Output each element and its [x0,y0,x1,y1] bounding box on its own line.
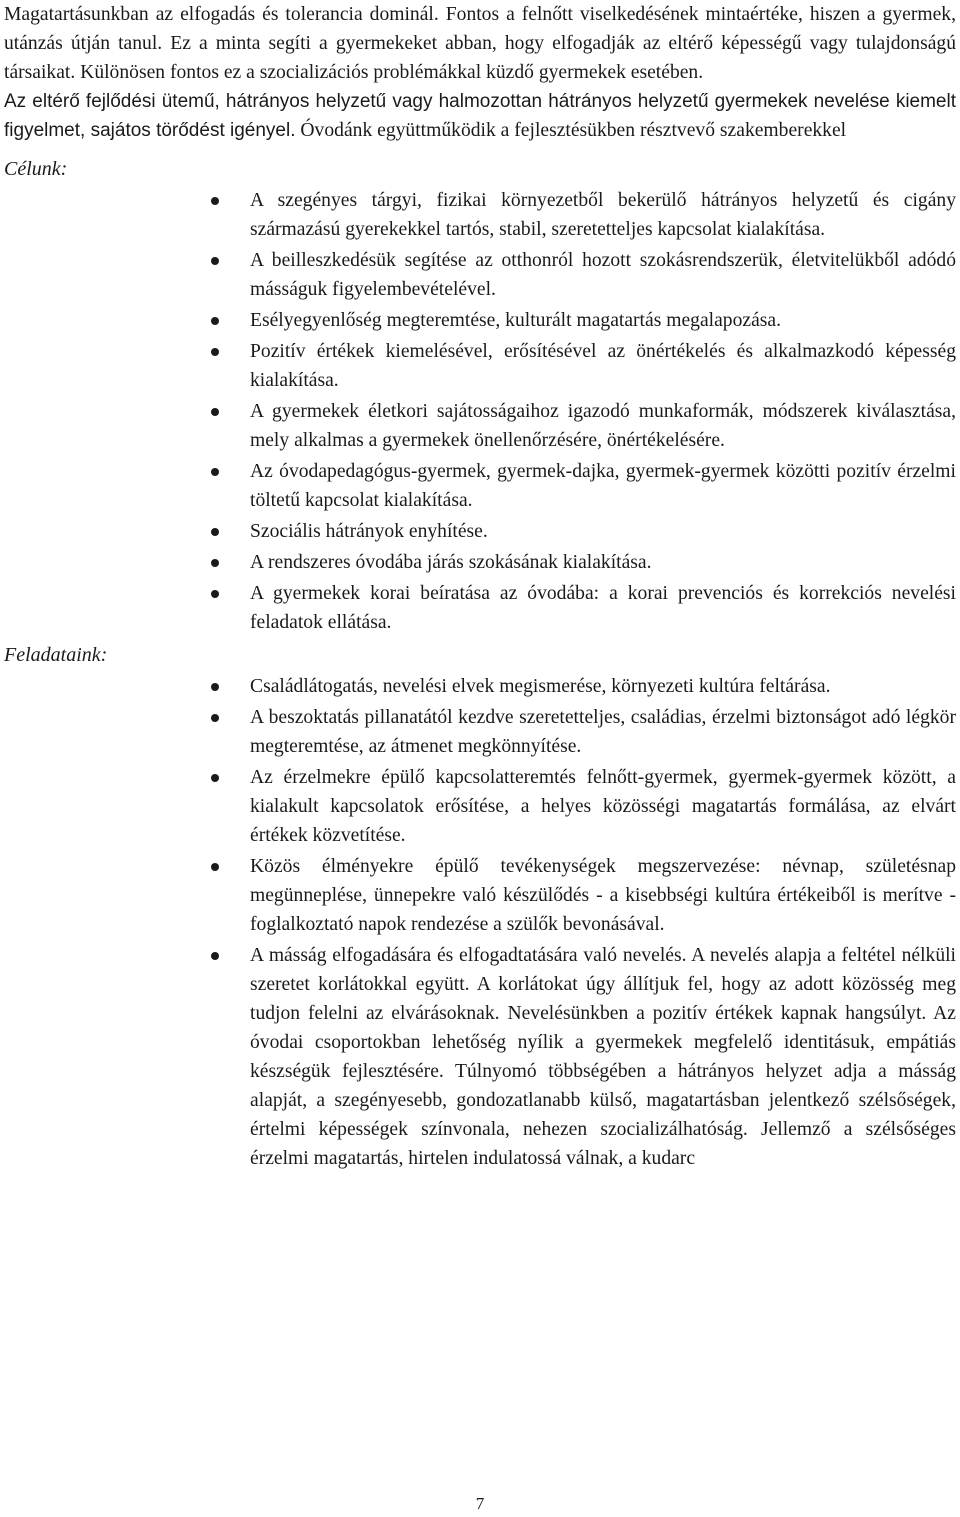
list-item: Családlátogatás, nevelési elvek megismerése, környezeti kultúra feltárása. [4,672,956,701]
feladataink-list [4,672,956,1173]
document-page [4,0,956,1175]
list-item: A rendszeres óvodába járás szokásának kialakítása. [4,548,956,577]
list-item: A gyermekek korai beíratása az óvodába: a korai prevenciós és korrekciós nevelési feladatok ellátása. [4,579,956,637]
intro-paragraph-2-main: Az eltérő fejlődési ütemű, hátrányos helyzetű vagy halmozottan hátrányos helyzetű gyermekek nevelése kiemelt figyelmet, sajátos törődést igényel. [4,91,956,141]
list-item: A szegényes tárgyi, fizikai környezetből bekerülő hátrányos helyzetű és cigány származású gyerekekkel tartós, stabil, szeretetteljes kapcsolat kialakítása. [4,186,956,244]
list-item: Pozitív értékek kiemelésével, erősítésével az önértékelés és alkalmazkodó képesség kialakítása. [4,337,956,395]
celunk-list [4,186,956,637]
intro-paragraph-1: Magatartásunkban az elfogadás és tolerancia dominál. Fontos a felnőtt viselkedésének mintaértéke, hiszen a gyermek, utánzás útján tanul. Ez a minta segíti a gyermekeket abban, hogy elfogadják az eltérő képességű vagy tulajdonságú társaikat. Különösen fontos ez a szocializációs problémákkal küzdő gyermekek esetében. [4,4,956,83]
list-item: Az óvodapedagógus-gyermek, gyermek-dajka, gyermek-gyermek közötti pozitív érzelmi töltetű kapcsolat kialakítása. [4,457,956,515]
list-item: A beilleszkedésük segítése az otthonról hozott szokásrendszerük, életvitelükből adódó másságuk figyelembevételével. [4,246,956,304]
celunk-heading: Célunk: [4,158,68,180]
list-item: A másság elfogadására és elfogadtatására való nevelés. A nevelés alapja a feltétel nélküli szeretet korlátokkal együtt. A korlátokat úgy állítjuk fel, hogy az adott közösség meg tudjon felelni az elvárásoknak. Nevelésünkben a pozitív értékek kapnak hangsúlyt. Az óvodai csoportokban lehetőség nyílik a gyermekek megfelelő identitásuk, empátiás készségük fejlesztésére. Túlnyomó többségében a hátrányos helyzet adja a másság alapját, a szegényesebb, gondozatlanabb külső, magatartásban jelentkező szélsőségek, értelmi képességek színvonala, nehezen szocializálhatóság. Jellemző a szélsőséges érzelmi magatartás, hirtelen indulatossá válnak, a kudarc [4,941,956,1173]
list-item: Az érzelmekre épülő kapcsolatteremtés felnőtt-gyermek, gyermek-gyermek között, a kialakult kapcsolatok erősítése, a helyes közösségi magatartás formálása, az elvárt értékek közvetítése. [4,763,956,850]
list-item: Esélyegyenlőség megteremtése, kulturált magatartás megalapozása. [4,306,956,335]
list-item: Közös élményekre épülő tevékenységek megszervezése: névnap, születésnap megünneplése, ünnepekre való készülődés - a kisebbségi kultúra értékeiből is merítve - foglalkoztató napok rendezése a szülők bevonásával. [4,852,956,939]
intro-paragraph-2-tail: Óvodánk együttműködik a fejlesztésükben résztvevő szakemberekkel [300,120,847,141]
feladataink-heading: Feladataink: [4,644,108,666]
list-item: A beszoktatás pillanatától kezdve szeretetteljes, családias, érzelmi biztonságot adó légkör megteremtése, az átmenet megkönnyítése. [4,703,956,761]
intro-paragraph-2 [4,87,956,145]
list-item: Szociális hátrányok enyhítése. [4,517,956,546]
list-item: A gyermekek életkori sajátosságaihoz igazodó munkaformák, módszerek kiválasztása, mely alkalmas a gyermekek önellenőrzésére, önértékelésére. [4,397,956,455]
page-number: 7 [475,1494,485,1513]
